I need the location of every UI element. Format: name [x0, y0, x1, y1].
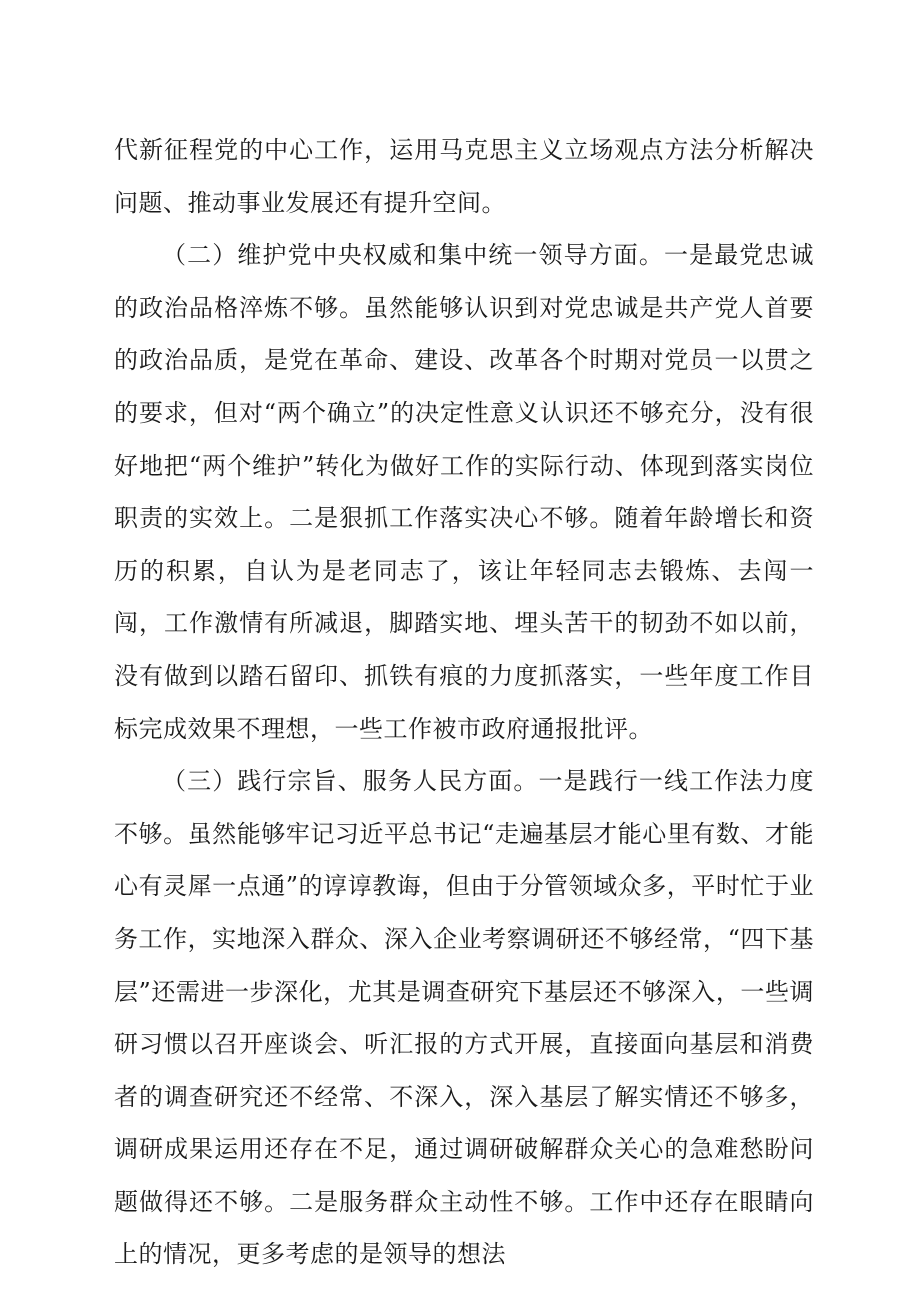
paragraph-section-three: （三）践行宗旨、服务人民方面。一是践行一线工作法力度不够。虽然能够牢记习近平总书记“走遍基层才能心里有数、才能心有灵犀一点通”的谆谆教诲，但由于分管领域众多，平时忙于业务工作，实地深入群众、深入企业考察调研还不够经常，“四下基层”还需进一步深化，尤其是调查研究下基层还不够深入，一些调研习惯以召开座谈会、听汇报的方式开展，直接面向基层和消费者的调查研究还不经常、不深入，深入基层了解实情还不够多，调研成果运用还存在不足，通过调研破解群众关心的急难愁盼问题做得还不够。二是服务群众主动性不够。工作中还存在眼睛向上的情况，更多考虑的是领导的想法	[114, 767, 814, 1269]
paragraph-section-two: （二）维护党中央权威和集中统一领导方面。一是最党忠诚的政治品格淬炼不够。虽然能够认识到对党忠诚是共产党人首要的政治品质，是党在革命、建设、改革各个时期对党员一以贯之的要求，但对“两个确立”的决定性意义认识还不够充分，没有很好地把“两个维护”转化为做好工作的实际行动、体现到落实岗位职责的实效上。二是狠抓工作落实决心不够。随着年龄增长和资历的积累，自认为是老同志了，该让年轻同志去锻炼、去闯一闯，工作激情有所减退，脚踏实地、埋头苦干的韧劲不如以前，没有做到以踏石留印、抓铁有痕的力度抓落实，一些年度工作目标完成效果不理想，一些工作被市政府通报批评。	[114, 241, 814, 743]
paragraph-continuation: 代新征程党的中心工作，运用马克思主义立场观点方法分析解决问题、推动事业发展还有提升空间。	[114, 136, 814, 217]
document-body	[114, 124, 814, 1281]
